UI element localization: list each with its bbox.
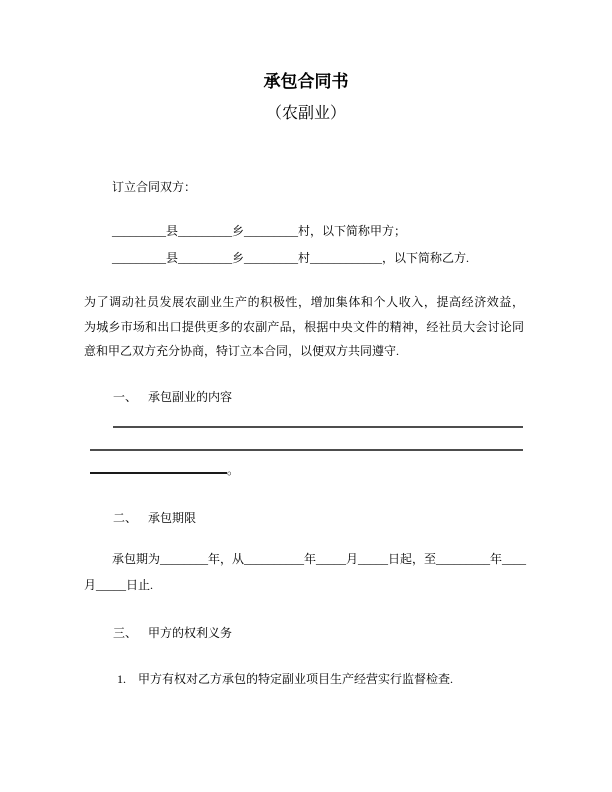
blank-line-2 xyxy=(90,449,523,451)
page-title: 承包合同书 xyxy=(263,72,349,91)
section-heading-2 xyxy=(113,511,196,526)
section-3-title: 甲方的权利义务 xyxy=(148,626,233,640)
preamble-line-2: 为城乡市场和出口提供更多的农副产品，根据中央文件的精神，经社员大会讨论同 xyxy=(84,320,524,334)
blank-terminator: 。 xyxy=(227,463,240,477)
preamble-line-1: 为了调动社员发展农副业生产的积极性，增加集体和个人收入，提高经济效益， xyxy=(84,295,524,309)
clause-item-1-text: 甲方有权对乙方承包的特定副业项目生产经营实行监督检查. xyxy=(138,672,454,686)
clause-item-1 xyxy=(117,672,453,687)
page-subtitle: （农副业） xyxy=(265,105,346,122)
intro-lead: 订立合同双方： xyxy=(112,180,197,194)
section-1-title: 承包副业的内容 xyxy=(148,390,233,404)
blank-line-1 xyxy=(113,426,523,428)
section-heading-1 xyxy=(113,390,232,405)
blank-line-3 xyxy=(90,460,227,474)
party-b-line: _________县_________乡_________村____________，以下简称乙方. xyxy=(112,251,470,265)
section-2-number: 二、 xyxy=(113,511,138,525)
section-2-title: 承包期限 xyxy=(148,511,197,525)
blank-line-3-row xyxy=(90,460,239,478)
term-line-1: 承包期为________年，从__________年_____月_____日起，至_________年____ xyxy=(112,552,527,566)
section-heading-3 xyxy=(113,626,232,641)
preamble-line-3: 意和甲乙双方充分协商，特订立本合同，以便双方共同遵守. xyxy=(84,344,400,358)
party-a-line: _________县_________乡_________村，以下简称甲方； xyxy=(112,224,407,238)
clause-item-1-number: 1. xyxy=(117,672,126,686)
section-1-number: 一、 xyxy=(113,390,138,404)
term-line-2: 月_____日止. xyxy=(84,578,154,592)
section-3-number: 三、 xyxy=(113,626,138,640)
